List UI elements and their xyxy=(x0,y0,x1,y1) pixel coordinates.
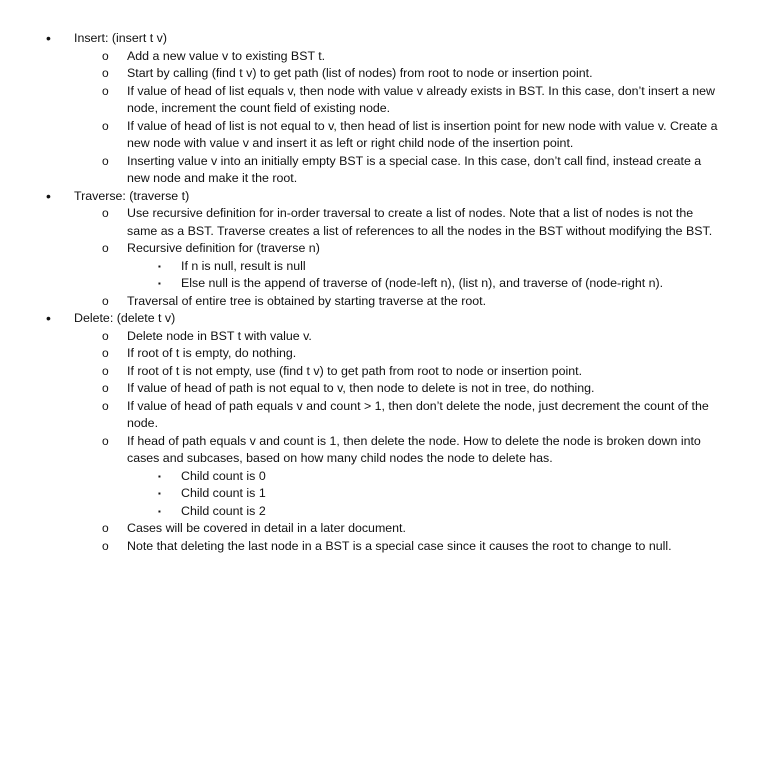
bullet-circle-icon: o xyxy=(102,241,109,255)
list-item xyxy=(0,83,763,118)
sub-list-item xyxy=(0,258,763,276)
list-item-text: If root of t is not empty, use (find t v) to get path from root to node or insertion point. xyxy=(127,363,583,378)
list-item-text: If value of head of path is not equal to v, then node to delete is not in tree, do nothing. xyxy=(127,381,595,395)
bullet-square-icon: ▪ xyxy=(158,471,161,481)
list-item-text: If root of t is empty, do nothing. xyxy=(127,346,297,360)
list-item xyxy=(0,65,763,83)
list-item-text: Note that deleting the last node in a BST is a special case since it causes the root to change to null. xyxy=(127,538,672,553)
list-item xyxy=(0,433,763,468)
bullet-square-icon: ▪ xyxy=(158,279,161,288)
sub-list-item xyxy=(0,468,763,486)
list-item xyxy=(0,328,763,346)
bullet-disc-icon: • xyxy=(46,187,51,204)
list-item-text: Delete node in BST t with value v. xyxy=(127,328,312,343)
bullet-circle-icon: o xyxy=(102,293,109,308)
list-item-text: If head of path equals v and count is 1, then delete the node. How to delete the node is broken down into cases and subcases, based on how many child nodes the node to delete has. xyxy=(127,433,701,465)
list-item-text: Use recursive definition for in-order traversal to create a list of nodes. Note that a list of nodes is not the same as a BST. Traverse creates a list of references to all the nodes in the BST without modifying the BST. xyxy=(127,206,713,238)
list-item-text: Cases will be covered in detail in a later document. xyxy=(127,521,406,535)
bullet-circle-icon: o xyxy=(102,363,109,378)
list-item xyxy=(0,398,763,433)
section-heading xyxy=(0,188,763,206)
list-item xyxy=(0,520,763,538)
bullet-circle-icon: o xyxy=(102,381,109,395)
sub-list-item xyxy=(0,485,763,503)
bullet-circle-icon: o xyxy=(102,433,109,448)
bullet-circle-icon: o xyxy=(102,48,109,63)
bullet-circle-icon: o xyxy=(102,66,109,80)
bullet-circle-icon: o xyxy=(102,118,109,133)
sub-list-item-text: If n is null, result is null xyxy=(181,258,306,273)
section-heading xyxy=(0,310,763,328)
section-title: Delete: (delete t v) xyxy=(74,311,176,325)
list-item-text: Start by calling (find t v) to get path (list of nodes) from root to node or insertion point. xyxy=(127,66,593,80)
document-body xyxy=(0,30,763,555)
list-item-text: Inserting value v into an initially empty BST is a special case. In this case, don’t call find, instead create a new node and make it the root. xyxy=(127,153,702,185)
bullet-square-icon: ▪ xyxy=(158,506,161,516)
list-item-text: Traversal of entire tree is obtained by starting traverse at the root. xyxy=(127,293,487,308)
bullet-circle-icon: o xyxy=(102,538,109,553)
list-item xyxy=(0,345,763,363)
list-item-text: Add a new value v to existing BST t. xyxy=(127,48,326,63)
sub-list-item-text: Child count is 1 xyxy=(181,486,266,500)
list-item xyxy=(0,363,763,381)
list-item-text: Recursive definition for (traverse n) xyxy=(127,241,320,255)
bullet-circle-icon: o xyxy=(102,346,109,360)
bullet-circle-icon: o xyxy=(102,521,109,535)
list-item-text: If value of head of list is not equal to v, then head of list is insertion point for new node with value v. Create a new node with value v and insert it as left or right child node of the insertion point. xyxy=(127,118,718,150)
section-title: Insert: (insert t v) xyxy=(74,31,167,45)
sub-list-item xyxy=(0,503,763,521)
bullet-circle-icon: o xyxy=(102,153,109,168)
sub-list-item-text: Child count is 0 xyxy=(181,468,266,483)
section-title: Traverse: (traverse t) xyxy=(74,188,190,203)
sub-list-item-text: Else null is the append of traverse of (node-left n), (list n), and traverse of (node-right n). xyxy=(181,276,664,290)
list-item xyxy=(0,153,763,188)
list-item xyxy=(0,48,763,66)
section-heading xyxy=(0,30,763,48)
list-item-text: If value of head of list equals v, then node with value v already exists in BST. In this case, don’t insert a new node, increment the count field of existing node. xyxy=(127,83,715,115)
bullet-circle-icon: o xyxy=(102,328,109,343)
bullet-circle-icon: o xyxy=(102,398,109,413)
list-item xyxy=(0,205,763,240)
bullet-square-icon: ▪ xyxy=(158,489,161,498)
bullet-square-icon: ▪ xyxy=(158,261,161,271)
list-item-text: If value of head of path equals v and count > 1, then don’t delete the node, just decrement the count of the node. xyxy=(127,398,709,430)
list-item xyxy=(0,380,763,398)
list-item xyxy=(0,293,763,311)
list-item xyxy=(0,118,763,153)
sub-list-item-text: Child count is 2 xyxy=(181,503,266,518)
bullet-disc-icon: • xyxy=(46,310,51,326)
sub-list-item xyxy=(0,275,763,293)
list-item xyxy=(0,538,763,556)
bullet-circle-icon: o xyxy=(102,83,109,98)
bullet-disc-icon: • xyxy=(46,30,51,46)
list-item xyxy=(0,240,763,258)
bullet-circle-icon: o xyxy=(102,206,109,220)
